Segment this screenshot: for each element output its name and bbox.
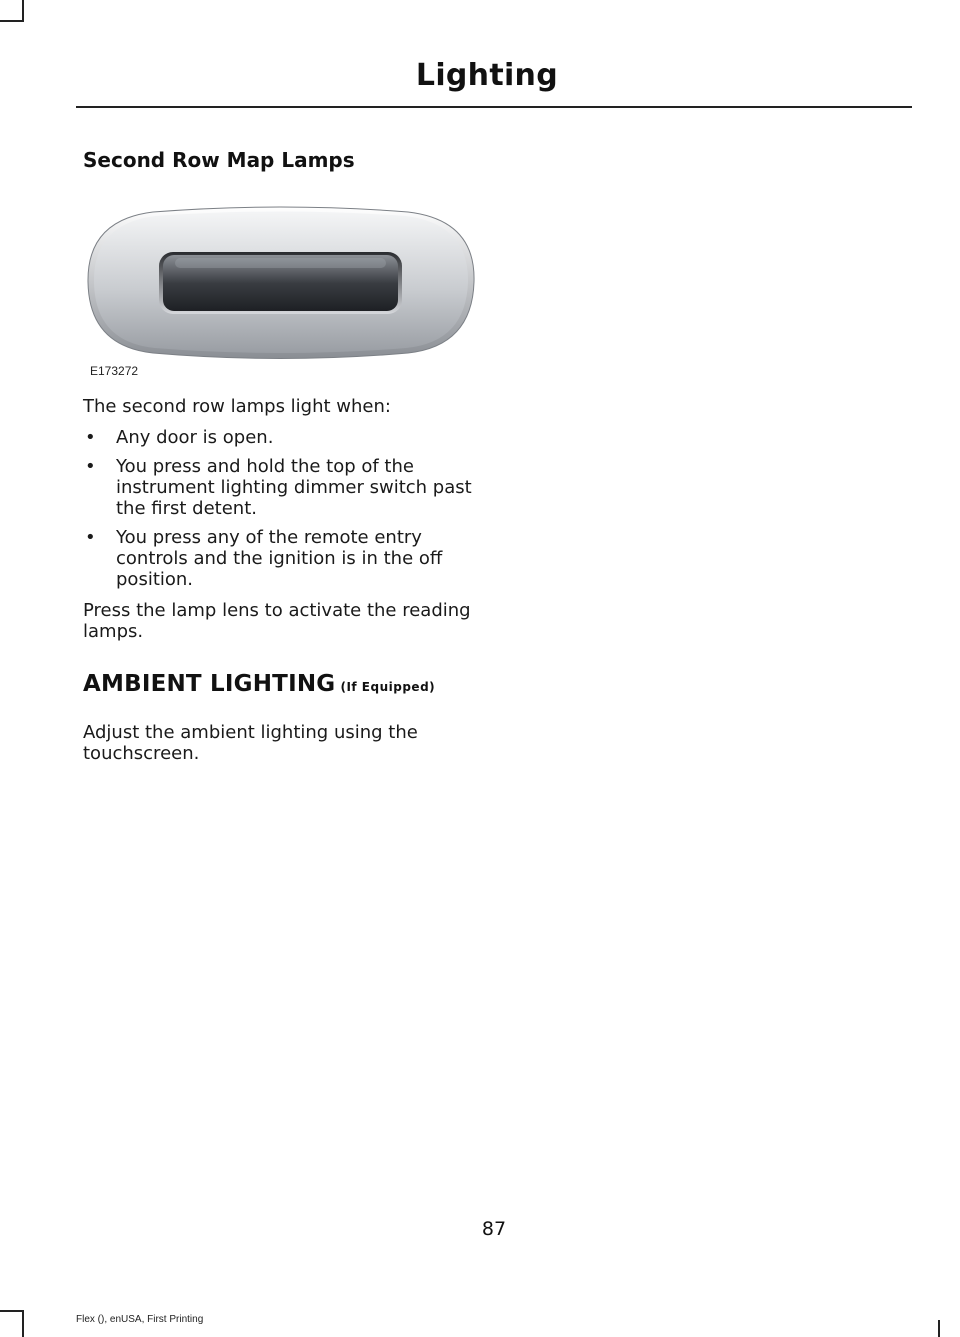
map-lamp-illustration xyxy=(83,198,478,380)
ambient-heading-block xyxy=(83,671,503,697)
header-rule xyxy=(76,106,912,108)
crop-mark xyxy=(938,1320,940,1337)
list-item-text: You press any of the remote entry controls and the ignition is in the off position. xyxy=(116,527,443,590)
condition-list xyxy=(83,427,475,590)
section-heading: Second Row Map Lamps xyxy=(83,148,355,172)
section-heading-block xyxy=(83,148,475,172)
closing-text: Press the lamp lens to activate the reading lamps. xyxy=(83,600,471,642)
bullet-glyph: • xyxy=(85,527,96,548)
ambient-text: Adjust the ambient lighting using the touchscreen. xyxy=(83,722,418,764)
equipment-qualifier: (If Equipped) xyxy=(340,680,436,694)
edition-footer: Flex (), enUSA, First Printing xyxy=(76,1314,204,1325)
ambient-body xyxy=(83,722,475,764)
crop-mark xyxy=(0,1310,24,1312)
list-item-text: Any door is open. xyxy=(116,427,274,448)
figure-id: E173272 xyxy=(90,364,139,378)
page-header-title: Lighting xyxy=(415,58,558,93)
crop-mark xyxy=(0,20,24,22)
intro-text: The second row lamps light when: xyxy=(83,396,391,417)
crop-mark xyxy=(22,0,24,20)
ambient-heading: AMBIENT LIGHTING xyxy=(83,671,336,697)
bullet-glyph: • xyxy=(85,427,96,448)
list-item-text: You press and hold the top of the instrument lighting dimmer switch past the first detent. xyxy=(116,456,472,519)
crop-mark xyxy=(22,1310,24,1337)
list-item xyxy=(83,527,475,590)
bullet-glyph: • xyxy=(85,456,96,477)
list-item xyxy=(83,427,475,448)
list-item xyxy=(83,456,475,519)
page-number: 87 xyxy=(481,1218,507,1240)
section-body xyxy=(83,396,475,642)
